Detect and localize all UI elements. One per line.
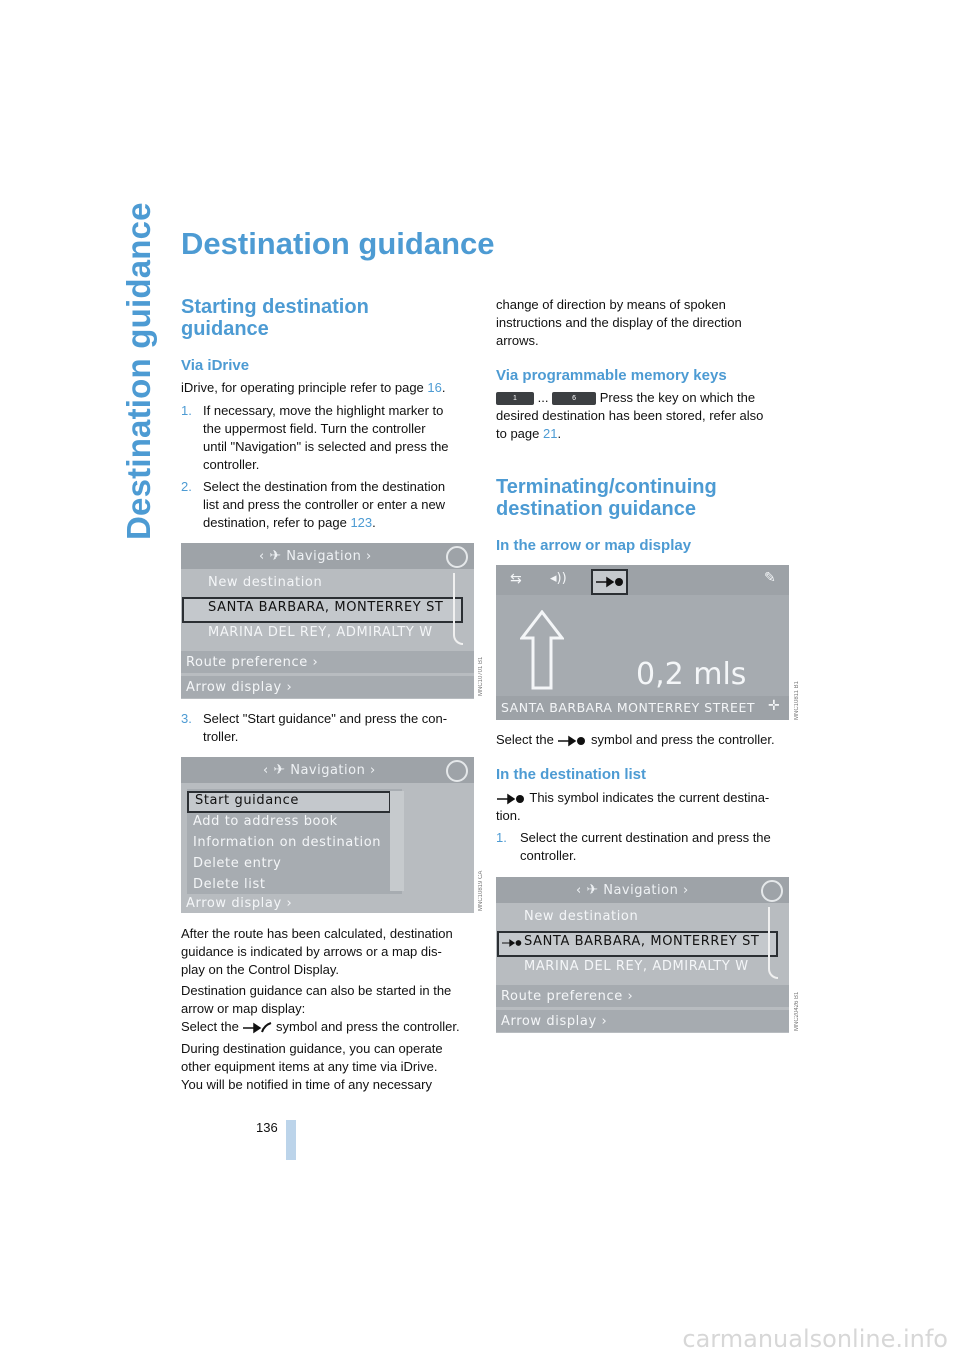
nav-label: Navigation: [603, 883, 679, 898]
line: Select "Start guidance" and press the con-: [203, 711, 448, 726]
step-number: 2.: [181, 479, 192, 494]
paragraph-start-from-arrow: [181, 982, 481, 1036]
guidance-icon: [595, 575, 625, 589]
page-link-123[interactable]: 123: [350, 515, 373, 530]
screen-header-title: ‹ ✈ Navigation ›: [576, 882, 689, 898]
paragraph-terminate-arrow: [496, 731, 796, 749]
line: You will be notified in time of any necessary: [181, 1077, 432, 1092]
page-title: Destination guidance: [181, 226, 495, 261]
text: .: [557, 426, 562, 441]
text: Select the: [496, 732, 558, 747]
paragraph-memory-keys: [496, 389, 796, 443]
start-guidance-icon: [242, 1021, 272, 1035]
label: Route preference: [501, 989, 623, 1004]
menu-item-current-destination[interactable]: SANTA BARBARA, MONTERREY ST: [524, 934, 760, 949]
menu-item-new-destination[interactable]: New destination: [524, 909, 639, 924]
sidebar-chapter-title: [108, 202, 158, 560]
label: Arrow display: [186, 896, 282, 911]
screenshot-start-guidance-menu: [181, 757, 474, 913]
back-icon: ⇆: [510, 571, 522, 587]
page-marker-bar: [286, 1120, 296, 1160]
text: symbol and press the controller.: [272, 1019, 460, 1034]
street-name: SANTA BARBARA MONTERREY STREET: [501, 700, 755, 715]
line: If necessary, move the highlight marker to: [203, 403, 444, 418]
page-number: 136: [256, 1120, 278, 1135]
sidebar-label: Destination guidance: [120, 202, 157, 540]
text: symbol and press the controller.: [587, 732, 775, 747]
line: Destination guidance can also be started in the: [181, 983, 452, 998]
controller-icon: [446, 760, 468, 782]
line: other equipment items at any time via iDrive.: [181, 1059, 438, 1074]
screenshot-navigation-menu: [181, 543, 474, 699]
line: tion.: [496, 808, 521, 823]
line: desired destination has been stored, refer also: [496, 408, 764, 423]
intro-paragraph: [181, 379, 446, 397]
menu-item-delete-list[interactable]: Delete list: [193, 877, 266, 892]
menu-item-delete-entry[interactable]: Delete entry: [193, 856, 282, 871]
screen-header-title: ‹ ✈ Navigation ›: [259, 548, 372, 564]
section-title-starting: [181, 296, 369, 340]
paragraph-continued: [496, 296, 796, 350]
direction-arrow-icon: [520, 610, 564, 690]
compass-icon: ✛: [768, 698, 780, 714]
guidance-icon: [557, 734, 587, 748]
image-code: MNC10819 CA: [478, 870, 484, 911]
screenshot-destination-list: [496, 877, 789, 1033]
settings-icon: ✎: [764, 570, 776, 586]
menu-item-arrow-display[interactable]: Arrow display ›: [186, 680, 293, 695]
paragraph-route-calculated: [181, 925, 481, 979]
label: Route preference: [186, 655, 308, 670]
image-code: MNC10701 B1: [478, 656, 484, 696]
menu-item-arrow-display[interactable]: Arrow display ›: [186, 896, 293, 911]
image-code: MNC20426 B1: [794, 991, 800, 1031]
section-title-line: destination guidance: [496, 498, 697, 520]
section-title-terminating: [496, 476, 717, 520]
controller-icon: [446, 546, 468, 568]
memory-key-6: 6: [552, 392, 596, 405]
distance-readout: 0,2 mls: [636, 657, 747, 692]
section-title-line: Terminating/continuing: [496, 476, 717, 498]
menu-item-destination-2[interactable]: MARINA DEL REY, ADMIRALTY W: [524, 959, 749, 974]
text: ...: [537, 390, 549, 405]
menu-item-new-destination[interactable]: New destination: [208, 575, 323, 590]
line: arrow or map display:: [181, 1001, 306, 1016]
speaker-icon: ◂)): [550, 571, 567, 586]
line: After the route has been calculated, destination: [181, 926, 453, 941]
line: change of direction by means of spoken: [496, 297, 726, 312]
current-destination-icon: [501, 938, 523, 948]
line: [496, 789, 796, 807]
step-text: [203, 478, 473, 532]
paragraph-during-guidance: [181, 1040, 481, 1094]
text: destination, refer to page: [203, 515, 351, 530]
label: Arrow display: [186, 680, 282, 695]
line: During destination guidance, you can operate: [181, 1041, 443, 1056]
memory-key-1: 1: [496, 392, 534, 405]
text: to page: [496, 426, 543, 441]
line: arrows.: [496, 333, 539, 348]
image-code: MNC10811 B1: [794, 681, 800, 720]
menu-item-add-to-address-book[interactable]: Add to address book: [193, 814, 338, 829]
line: controller.: [203, 457, 260, 472]
text: This symbol indicates the current destina-: [526, 790, 770, 805]
line: [496, 389, 796, 407]
line: [203, 514, 473, 532]
screenshot-arrow-display: [496, 565, 789, 720]
step-text: [203, 402, 473, 474]
line: play on the Control Display.: [181, 962, 340, 977]
subheading-arrow-map: In the arrow or map display: [496, 537, 692, 554]
step-number: 1.: [181, 403, 192, 418]
step-number: 3.: [181, 711, 192, 726]
menu-item-destination-1[interactable]: SANTA BARBARA, MONTERREY ST: [208, 600, 444, 615]
line: Select the current destination and press the: [520, 830, 771, 845]
text: Press the key on which the: [599, 390, 756, 405]
line: until "Navigation" is selected and press the: [203, 439, 449, 454]
subheading-via-idrive: Via iDrive: [181, 357, 250, 374]
subheading-destination-list: In the destination list: [496, 766, 647, 783]
line: [181, 1018, 481, 1036]
scrollbar[interactable]: [768, 907, 778, 979]
menu-item-information[interactable]: Information on destination: [193, 835, 382, 850]
screen-header-title: ‹ ✈ Navigation ›: [263, 762, 376, 778]
menu-item-route-preference[interactable]: Route preference ›: [186, 655, 319, 670]
text: .: [372, 515, 376, 530]
label: Arrow display: [501, 1014, 597, 1029]
page-link-16[interactable]: 16: [427, 380, 442, 395]
text: Select the: [181, 1019, 243, 1034]
line: list and press the controller or enter a new: [203, 497, 446, 512]
subheading-memory-keys: Via programmable memory keys: [496, 367, 727, 384]
line: the uppermost field. Turn the controller: [203, 421, 426, 436]
nav-label: Navigation: [290, 763, 366, 778]
step-number: 1.: [496, 830, 507, 845]
line: controller.: [520, 848, 577, 863]
line: [496, 425, 796, 443]
guidance-toggle-button[interactable]: [591, 569, 628, 595]
section-title-line: guidance: [181, 318, 269, 340]
menu-item-destination-2[interactable]: MARINA DEL REY, ADMIRALTY W: [208, 625, 433, 640]
step-text: [520, 829, 800, 865]
line: Select the destination from the destination: [203, 479, 446, 494]
page-link-21[interactable]: 21: [543, 426, 558, 441]
text: iDrive, for operating principle refer to page: [181, 380, 428, 395]
menu-item-start-guidance[interactable]: Start guidance: [195, 793, 299, 808]
line: guidance is indicated by arrows or a map dis-: [181, 944, 442, 959]
watermark: carmanualsonline.info: [682, 1325, 948, 1353]
scrollbar[interactable]: [453, 573, 463, 645]
menu-item-arrow-display[interactable]: Arrow display ›: [501, 1014, 608, 1029]
step-text: [203, 710, 473, 746]
nav-label: Navigation: [286, 549, 362, 564]
text: .: [441, 380, 446, 395]
line: troller.: [203, 729, 239, 744]
paragraph-destination-list: [496, 789, 796, 825]
scrollbar[interactable]: [390, 791, 404, 891]
menu-item-route-preference[interactable]: Route preference ›: [501, 989, 634, 1004]
line: instructions and the display of the direction: [496, 315, 742, 330]
screen-toolbar: [496, 565, 789, 595]
controller-icon: [761, 880, 783, 902]
current-destination-icon: [496, 792, 526, 806]
section-title-line: Starting destination: [181, 296, 369, 318]
